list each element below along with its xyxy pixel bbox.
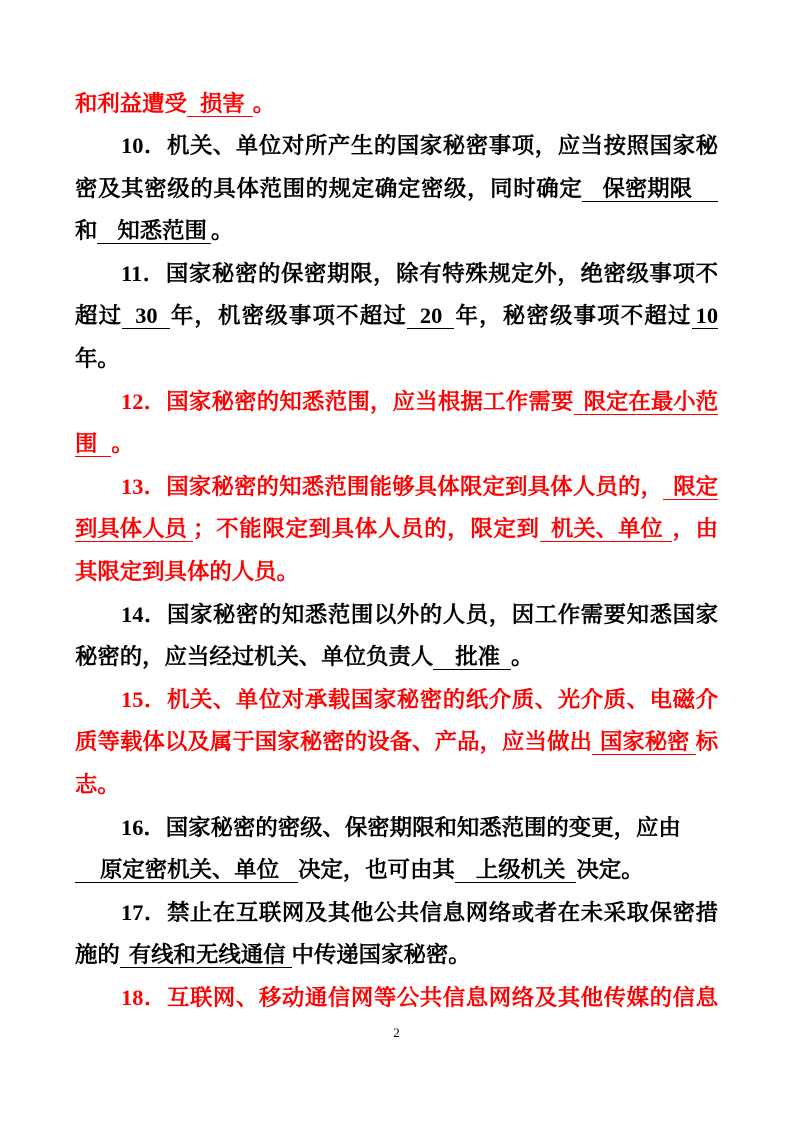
question-16 bbox=[75, 807, 718, 892]
question-text: 和 bbox=[75, 218, 98, 245]
answer-blank: 国家秘密 bbox=[592, 730, 696, 755]
question-18 bbox=[75, 977, 718, 1020]
question-text: 年。 bbox=[75, 346, 120, 373]
text-line bbox=[75, 423, 718, 466]
text-line bbox=[75, 849, 718, 892]
question-text: ；不能限定到具体人员的，限定到 bbox=[192, 516, 540, 543]
text-line bbox=[75, 594, 718, 637]
question-number: 11． bbox=[121, 260, 166, 286]
answer-blank: 保密期限 bbox=[582, 177, 718, 202]
question-text: ，由 bbox=[671, 516, 719, 543]
question-text: 机关、单位对所产生的国家秘密事项，应当按照国家秘 bbox=[166, 133, 718, 160]
answer-blank: 上级机关 bbox=[455, 858, 577, 883]
text-line bbox=[75, 934, 718, 977]
text-line bbox=[75, 210, 718, 253]
question-text: 和利益遭受 bbox=[75, 90, 187, 117]
answer-blank: 批准 bbox=[433, 645, 511, 670]
text-line bbox=[75, 338, 718, 381]
question-text: 禁止在互联网及其他公共信息网络或者在未采取保密措 bbox=[166, 899, 718, 926]
question-text: 国家秘密的保密期限，除有特殊规定外，绝密级事项不 bbox=[165, 260, 719, 287]
answer-blank: 限定在最小范 bbox=[574, 390, 718, 415]
question-text: 年，秘密级事项不超过 bbox=[454, 303, 692, 330]
page-number: 2 bbox=[393, 1025, 400, 1040]
question-text: 标 bbox=[695, 729, 719, 756]
text-line bbox=[75, 636, 718, 679]
question-number: 10． bbox=[121, 133, 167, 159]
question-15 bbox=[75, 679, 718, 807]
question-number: 13． bbox=[121, 473, 167, 499]
answer-blank: 10 bbox=[692, 304, 718, 329]
answer-blank: 知悉范围 bbox=[97, 219, 211, 244]
text-line bbox=[75, 679, 718, 722]
answer-blank: 围 bbox=[75, 432, 111, 457]
question-10 bbox=[75, 125, 718, 253]
text-line bbox=[75, 168, 718, 211]
question-text: 国家秘密的知悉范围能够具体限定到具体人员的， bbox=[166, 473, 664, 500]
question-text: 决定，也可由其 bbox=[298, 857, 455, 884]
text-line bbox=[75, 125, 718, 168]
text-line bbox=[75, 977, 718, 1020]
answer-blank: 损害 bbox=[187, 92, 253, 117]
question-number: 16． bbox=[121, 814, 166, 840]
answer-blank: 有线和无线通信 bbox=[120, 943, 292, 968]
question-11 bbox=[75, 253, 718, 381]
question-text: 其限定到具体的人员。 bbox=[75, 559, 299, 586]
question-text: 。 bbox=[210, 218, 234, 245]
text-line bbox=[75, 892, 718, 935]
answer-blank: 限定 bbox=[663, 475, 718, 500]
question-text: 决定。 bbox=[576, 857, 644, 884]
question-text: 志。 bbox=[75, 772, 120, 798]
text-line bbox=[75, 83, 718, 126]
question-text: 互联网、移动通信网等公共信息网络及其他传媒的信息 bbox=[166, 984, 718, 1011]
question-13 bbox=[75, 466, 718, 594]
answer-blank: 30 bbox=[122, 304, 169, 329]
document-body bbox=[75, 83, 718, 1020]
question-number: 15． bbox=[121, 686, 167, 712]
question-number: 12． bbox=[121, 388, 167, 414]
question-text: 。 bbox=[111, 431, 134, 458]
text-line bbox=[75, 295, 718, 338]
text-line bbox=[75, 253, 718, 296]
question-text: 国家秘密的知悉范围，应当根据工作需要 bbox=[166, 388, 574, 415]
text-line bbox=[75, 807, 718, 850]
question-text: 施的 bbox=[75, 942, 120, 969]
question-12 bbox=[75, 381, 718, 466]
question-text: 超过 bbox=[75, 303, 123, 330]
answer-blank: 机关、单位 bbox=[540, 517, 672, 542]
question-number: 14． bbox=[121, 601, 167, 627]
text-line bbox=[75, 381, 718, 424]
question-text: 国家秘密的密级、保密期限和知悉范围的变更，应由 bbox=[165, 814, 681, 841]
text-line bbox=[75, 551, 718, 594]
text-line bbox=[75, 764, 718, 807]
text-line bbox=[75, 508, 718, 551]
question-14 bbox=[75, 594, 718, 679]
question-17 bbox=[75, 892, 718, 977]
question-text: 年，机密级事项不超过 bbox=[169, 303, 407, 330]
question-text: 。 bbox=[252, 90, 276, 117]
question-text: 质等载体以及属于国家秘密的设备、产品，应当做出 bbox=[75, 729, 592, 756]
question-number: 17． bbox=[121, 899, 167, 925]
question-text: 。 bbox=[511, 644, 534, 671]
question-number: 18． bbox=[121, 984, 167, 1010]
question-text: 中传递国家秘密。 bbox=[291, 942, 471, 969]
answer-blank: 20 bbox=[407, 304, 454, 329]
question-text: 密及其密级的具体范围的规定确定密级，同时确定 bbox=[75, 175, 583, 202]
question-text: 秘密的，应当经过机关、单位负责人 bbox=[75, 644, 434, 671]
answer-blank: 到具体人员 bbox=[75, 517, 193, 542]
text-line bbox=[75, 721, 718, 764]
text-line bbox=[75, 466, 718, 509]
question-9-continuation bbox=[75, 83, 718, 126]
question-text: 国家秘密的知悉范围以外的人员，因工作需要知悉国家 bbox=[166, 601, 718, 628]
answer-blank: 原定密机关、单位 bbox=[75, 858, 298, 883]
question-text: 机关、单位对承载国家秘密的纸介质、光介质、电磁介 bbox=[166, 686, 718, 713]
